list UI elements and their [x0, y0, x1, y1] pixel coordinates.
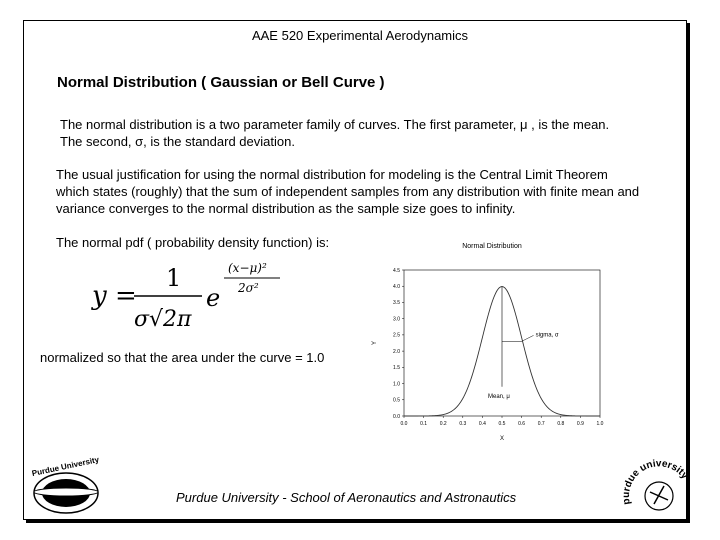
- formula-base-e: e: [206, 284, 221, 312]
- paragraph-line: The usual justification for using the normal distribution for modeling is the Central Limit Theorem: [56, 167, 608, 182]
- y-axis-label: Y: [372, 340, 378, 346]
- paragraph-central-limit: [56, 166, 639, 217]
- course-header: AAE 520 Experimental Aerodynamics: [251, 28, 469, 43]
- y-tick-label: 0.0: [393, 413, 400, 420]
- chart-title: Normal Distribution: [462, 243, 522, 250]
- y-tick-label: 3.5: [393, 300, 400, 307]
- purdue-seal-logo: [30, 455, 102, 515]
- y-tick-label: 3.0: [393, 316, 400, 323]
- slide-title: Normal Distribution ( Gaussian or Bell Curve ): [57, 74, 385, 91]
- sigma-annotation: sigma, σ: [535, 332, 559, 339]
- x-tick-label: 0.3: [459, 421, 467, 427]
- y-tick-label: 1.0: [393, 381, 400, 388]
- x-tick-label: 1.0: [596, 421, 604, 427]
- y-tick-label: 4.5: [393, 267, 400, 274]
- exponent-numerator: (x−μ)²: [228, 261, 267, 275]
- x-tick-label: 0.8: [557, 421, 565, 427]
- footer-credit: Purdue University - School of Aeronautics and Astronautics: [176, 490, 517, 505]
- formula-denominator: σ√2π: [134, 307, 192, 332]
- formula-lhs: y =: [92, 281, 137, 311]
- normal-pdf-formula: [90, 258, 290, 338]
- logo-left-text: Purdue University: [31, 455, 100, 479]
- x-tick-label: 0.9: [576, 421, 584, 427]
- x-tick-label: 0.2: [439, 421, 447, 427]
- mean-annotation: Mean, μ: [488, 394, 510, 401]
- x-axis-label: X: [499, 436, 505, 442]
- paragraph-line: variance converges to the normal distribution as the sample size goes to infinity.: [56, 201, 516, 216]
- paragraph-line: The normal distribution is a two parameter family of curves. The first parameter, μ , is the mean.: [60, 117, 610, 132]
- x-tick-label: 0.5: [498, 421, 506, 427]
- y-tick-label: 0.5: [393, 397, 400, 404]
- paragraph-line: which states (roughly) that the sum of independent samples from any distribution with finite mean and: [56, 184, 640, 199]
- x-tick-label: 0.1: [420, 421, 428, 427]
- y-tick-label: 1.5: [393, 365, 400, 372]
- x-tick-label: 0.6: [518, 421, 526, 427]
- formula-numerator: 1: [166, 264, 182, 292]
- exponent-denominator: 2σ²: [238, 281, 259, 295]
- x-tick-label: 0.7: [537, 421, 545, 427]
- y-tick-label: 2.5: [393, 332, 400, 339]
- normalization-note: normalized so that the area under the curve = 1.0: [40, 350, 325, 365]
- x-tick-label: 0.4: [478, 421, 486, 427]
- purdue-circular-logo: [618, 452, 700, 522]
- x-tick-label: 0.0: [400, 421, 408, 427]
- paragraph-pdf-intro: The normal pdf ( probability density function) is:: [56, 235, 330, 250]
- paragraph-line: The second, σ, is the standard deviation.: [60, 134, 295, 149]
- normal-distribution-chart: [362, 238, 612, 453]
- logo-right-text: purdue university: [620, 458, 691, 506]
- paragraph-parameters: [60, 116, 609, 150]
- y-tick-label: 4.0: [393, 284, 400, 291]
- sigma-leader: [522, 335, 534, 341]
- y-tick-label: 2.0: [393, 348, 400, 355]
